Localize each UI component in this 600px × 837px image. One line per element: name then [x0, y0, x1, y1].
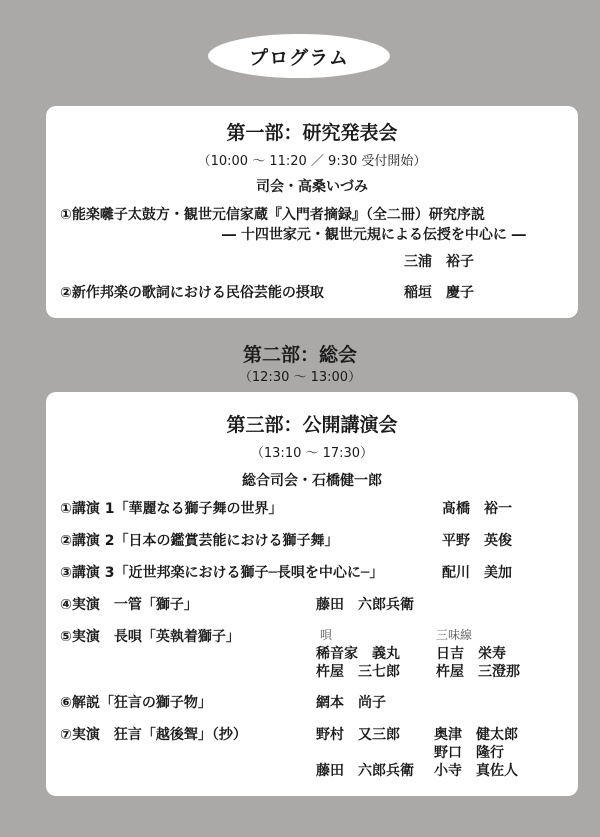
lecture-3-speaker: 配川 美加 [442, 565, 512, 581]
lecture-2-speaker: 平野 英俊 [442, 533, 512, 549]
uta-performer-2: 杵屋 三七郎 [316, 664, 400, 680]
shamisen-label: 三味線 [436, 628, 473, 642]
performance-4-performer: 藤田 六郎兵衛 [316, 597, 414, 613]
part1-item2-title: ②新作邦楽の歌詞における民俗芸能の摂取 [60, 285, 324, 301]
shamisen-performer-1: 日吉 栄寿 [436, 646, 506, 662]
part3-host: 総合司会・石橋健一郎 [242, 473, 382, 489]
kyogen-performer-right-3: 小寺 真佐人 [434, 763, 518, 779]
part3-card [46, 392, 578, 796]
uta-performer-1: 稀音家 義丸 [316, 646, 400, 662]
lecture-1-speaker: 髙橋 裕一 [442, 501, 512, 517]
kyogen-performer-left-3: 藤田 六郎兵衛 [316, 763, 414, 779]
part1-item1-presenter: 三浦 裕子 [404, 254, 474, 270]
kyogen-performer-right-1: 奥津 健太郎 [434, 727, 518, 743]
performance-7-title: ⑦実演 狂言「越後聟」（抄） [60, 727, 247, 743]
kyogen-performer-right-2: 野口 隆行 [434, 745, 504, 761]
part3-time: （13:10 ～ 17:30） [250, 446, 374, 461]
part1-time: （10:00 ～ 11:20 ／ 9:30 受付開始） [197, 154, 427, 169]
lecture-2-title: ②講演 2「日本の鑑賞芸能における獅子舞」 [60, 533, 339, 549]
part1-host: 司会・高桑いづみ [256, 179, 368, 195]
part2-time: （12:30 ～ 13:00） [238, 370, 362, 385]
shamisen-performer-2: 杵屋 三澄那 [436, 664, 520, 680]
part1-item1-subtitle: ― 十四世家元・観世元規による伝授を中心に ― [222, 227, 526, 243]
performance-6-title: ⑥解説「狂言の獅子物」 [60, 695, 212, 711]
lecture-1-title: ①講演 1「華麗なる獅子舞の世界」 [60, 501, 283, 517]
part2-title: 第二部：総会 [242, 344, 357, 366]
part1-card [46, 106, 578, 318]
part1-item1-title: ①能楽囃子太鼓方・観世元信家蔵『入門者摘録』（全二冊）研究序説 [60, 207, 485, 223]
performance-6-performer: 網本 尚子 [316, 695, 386, 711]
program-title-badge [208, 34, 390, 78]
performance-4-title: ④実演 一管「獅子」 [60, 597, 198, 613]
part1-item2-presenter: 稲垣 慶子 [404, 285, 474, 301]
performance-5-title: ⑤実演 長唄「英執着獅子」 [60, 629, 240, 645]
uta-label: 唄 [320, 628, 333, 642]
part1-title: 第一部：研究発表会 [226, 122, 398, 144]
program-title: プログラム [249, 46, 349, 69]
lecture-3-title: ③講演 3「近世邦楽における獅子─長唄を中心に─」 [60, 565, 384, 581]
part3-title: 第三部：公開講演会 [226, 414, 398, 436]
kyogen-performer-left-1: 野村 又三郎 [316, 727, 400, 743]
